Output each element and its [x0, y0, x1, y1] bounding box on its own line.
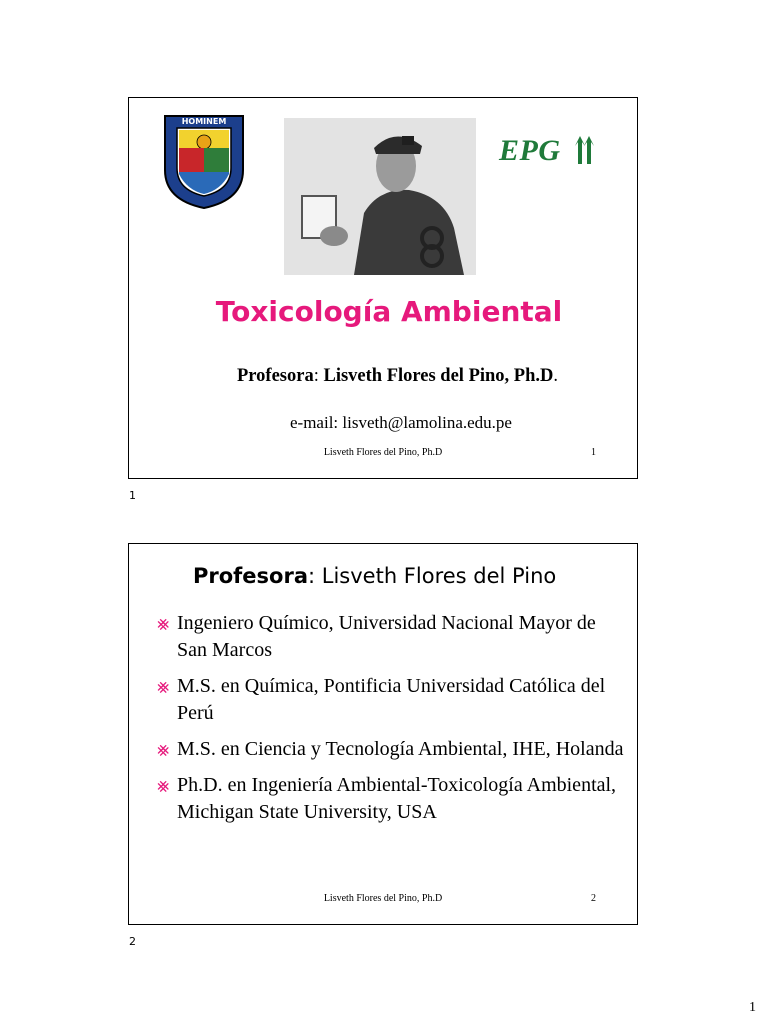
list-item-text: Ph.D. en Ingeniería Ambiental-Toxicología Ambiental, Michigan State University, USA	[177, 774, 617, 823]
professor-line	[237, 366, 558, 387]
slide-label: 1	[129, 489, 136, 502]
professor-separator: :	[313, 366, 324, 386]
slide-footer-number: 2	[591, 893, 596, 904]
university-crest-logo	[161, 112, 247, 210]
list-item	[157, 673, 627, 727]
svg-text:HOMINEM: HOMINEM	[181, 117, 227, 126]
professor-prefix: Profesora	[237, 366, 314, 386]
slide-label: 2	[129, 935, 136, 948]
list-item-text: M.S. en Química, Pontificia Universidad Católica del Perú	[177, 675, 606, 724]
miner-photo	[284, 118, 476, 275]
page-number: 1	[749, 1000, 756, 1015]
slide-title	[193, 564, 556, 588]
bullet-icon: ⨳	[157, 773, 170, 797]
slide-title-bold: Profesora	[193, 564, 309, 588]
slide-footer: Lisveth Flores del Pino, Ph.D	[323, 893, 443, 904]
list-item	[157, 736, 627, 763]
epg-arrows-icon	[574, 134, 598, 164]
bullet-icon: ⨳	[157, 611, 170, 635]
credentials-list	[157, 610, 627, 835]
slide-2	[128, 543, 638, 925]
list-item	[157, 610, 627, 664]
slide-footer: Lisveth Flores del Pino, Ph.D	[323, 447, 443, 458]
slide-title: Toxicología Ambiental	[215, 295, 563, 328]
professor-end: .	[553, 366, 558, 386]
slide-title-rest: : Lisveth Flores del Pino	[308, 564, 557, 588]
list-item	[157, 772, 627, 826]
bullet-icon: ⨳	[157, 674, 170, 698]
bullet-icon: ⨳	[157, 737, 170, 761]
epg-logo-text: EPG	[499, 134, 561, 167]
professor-name: Lisveth Flores del Pino, Ph.D	[323, 366, 554, 386]
list-item-text: Ingeniero Químico, Universidad Nacional Mayor de San Marcos	[177, 612, 596, 661]
list-item-text: M.S. en Ciencia y Tecnología Ambiental, IHE, Holanda	[177, 738, 624, 760]
slide-footer-number: 1	[591, 447, 596, 458]
slide-1	[128, 97, 638, 479]
email-line: e-mail: lisveth@lamolina.edu.pe	[290, 413, 512, 432]
